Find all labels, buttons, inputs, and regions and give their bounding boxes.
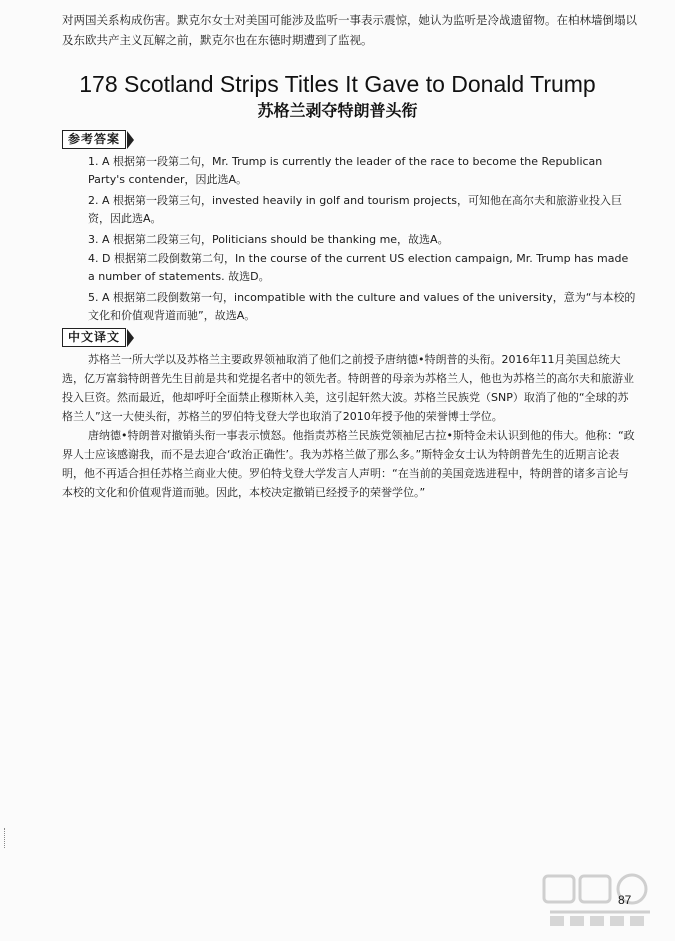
article-title-chinese: 苏格兰剥夺特朗普头衔	[257, 101, 418, 120]
answer-item: 2. A 根据第一段第三句，invested heavily in golf and tourism projects，可知他在高尔夫和旅游业投入巨资，因此选A。	[88, 194, 623, 225]
answer-item: 3. A 根据第二段第三句，Politicians should be thanking me，故选A。	[88, 233, 449, 246]
answer-item: 5. A 根据第二段倒数第一句，incompatible with the culture and values of the university，意为“与本校的文化和价值观背道而驰”，故选A。	[88, 291, 636, 322]
answer-item: 1. A 根据第一段第二句，Mr. Trump is currently the leader of the race to become the Republican Party's contender，因此选A。	[88, 155, 603, 186]
previous-paragraph-end: 对两国关系构成伤害。默克尔女士对美国可能涉及监听一事表示震惊，她认为监听是冷战遗留物。在柏林墙倒塌以及东欧共产主义瓦解之前，默克尔也在东德时期遭到了监视。	[62, 13, 637, 47]
arrow-icon	[127, 131, 134, 149]
binding-dots	[4, 828, 8, 848]
arrow-icon	[127, 329, 134, 347]
watermark-logo-icon	[540, 870, 660, 930]
translation-paragraph-1: 苏格兰一所大学以及苏格兰主要政界领袖取消了他们之前授予唐纳德•特朗普的头衔。2016年11月美国总统大选，亿万富翁特朗普先生目前是共和党提名者中的领先者。特朗普的母亲为苏格兰人，他也为苏格兰的高尔夫和旅游业投入巨资。然而最近，他却呼吁全面禁止穆斯林入美，这引起轩然大波。苏格兰民族党（SNP）取消了他的“全球的苏格兰人”这一大使头衔，苏格兰的罗伯特戈登大学也取消了2010年授予他的荣誉博士学位。	[62, 353, 634, 423]
page-number: 87	[618, 893, 632, 907]
translation-paragraph-2: 唐纳德•特朗普对撤销头衔一事表示愤怒。他指责苏格兰民族党领袖尼古拉•斯特金未认识到他的伟大。他称：“政界人士应该感谢我，而不是去迎合‘政治正确性’。我为苏格兰做了那么多。”斯特金女士认为特朗普先生的近期言论表明，他不再适合担任苏格兰商业大使。罗伯特戈登大学发言人声明：“在当前的美国竞选进程中，特朗普的诸多言论与本校的文化和价值观背道而驰。因此，本校决定撤销已经授予的荣誉学位。”	[62, 429, 635, 499]
answers-heading-label: 参考答案	[62, 130, 126, 149]
translation-heading-label: 中文译文	[62, 328, 126, 347]
answers-section-heading	[62, 130, 134, 149]
article-title-english: 178 Scotland Strips Titles It Gave to Donald Trump	[79, 71, 596, 97]
translation-section-heading	[62, 328, 134, 347]
answer-item: 4. D 根据第二段倒数第二句，In the course of the current US election campaign, Mr. Trump has made a number of statements. 故选D。	[88, 252, 629, 283]
